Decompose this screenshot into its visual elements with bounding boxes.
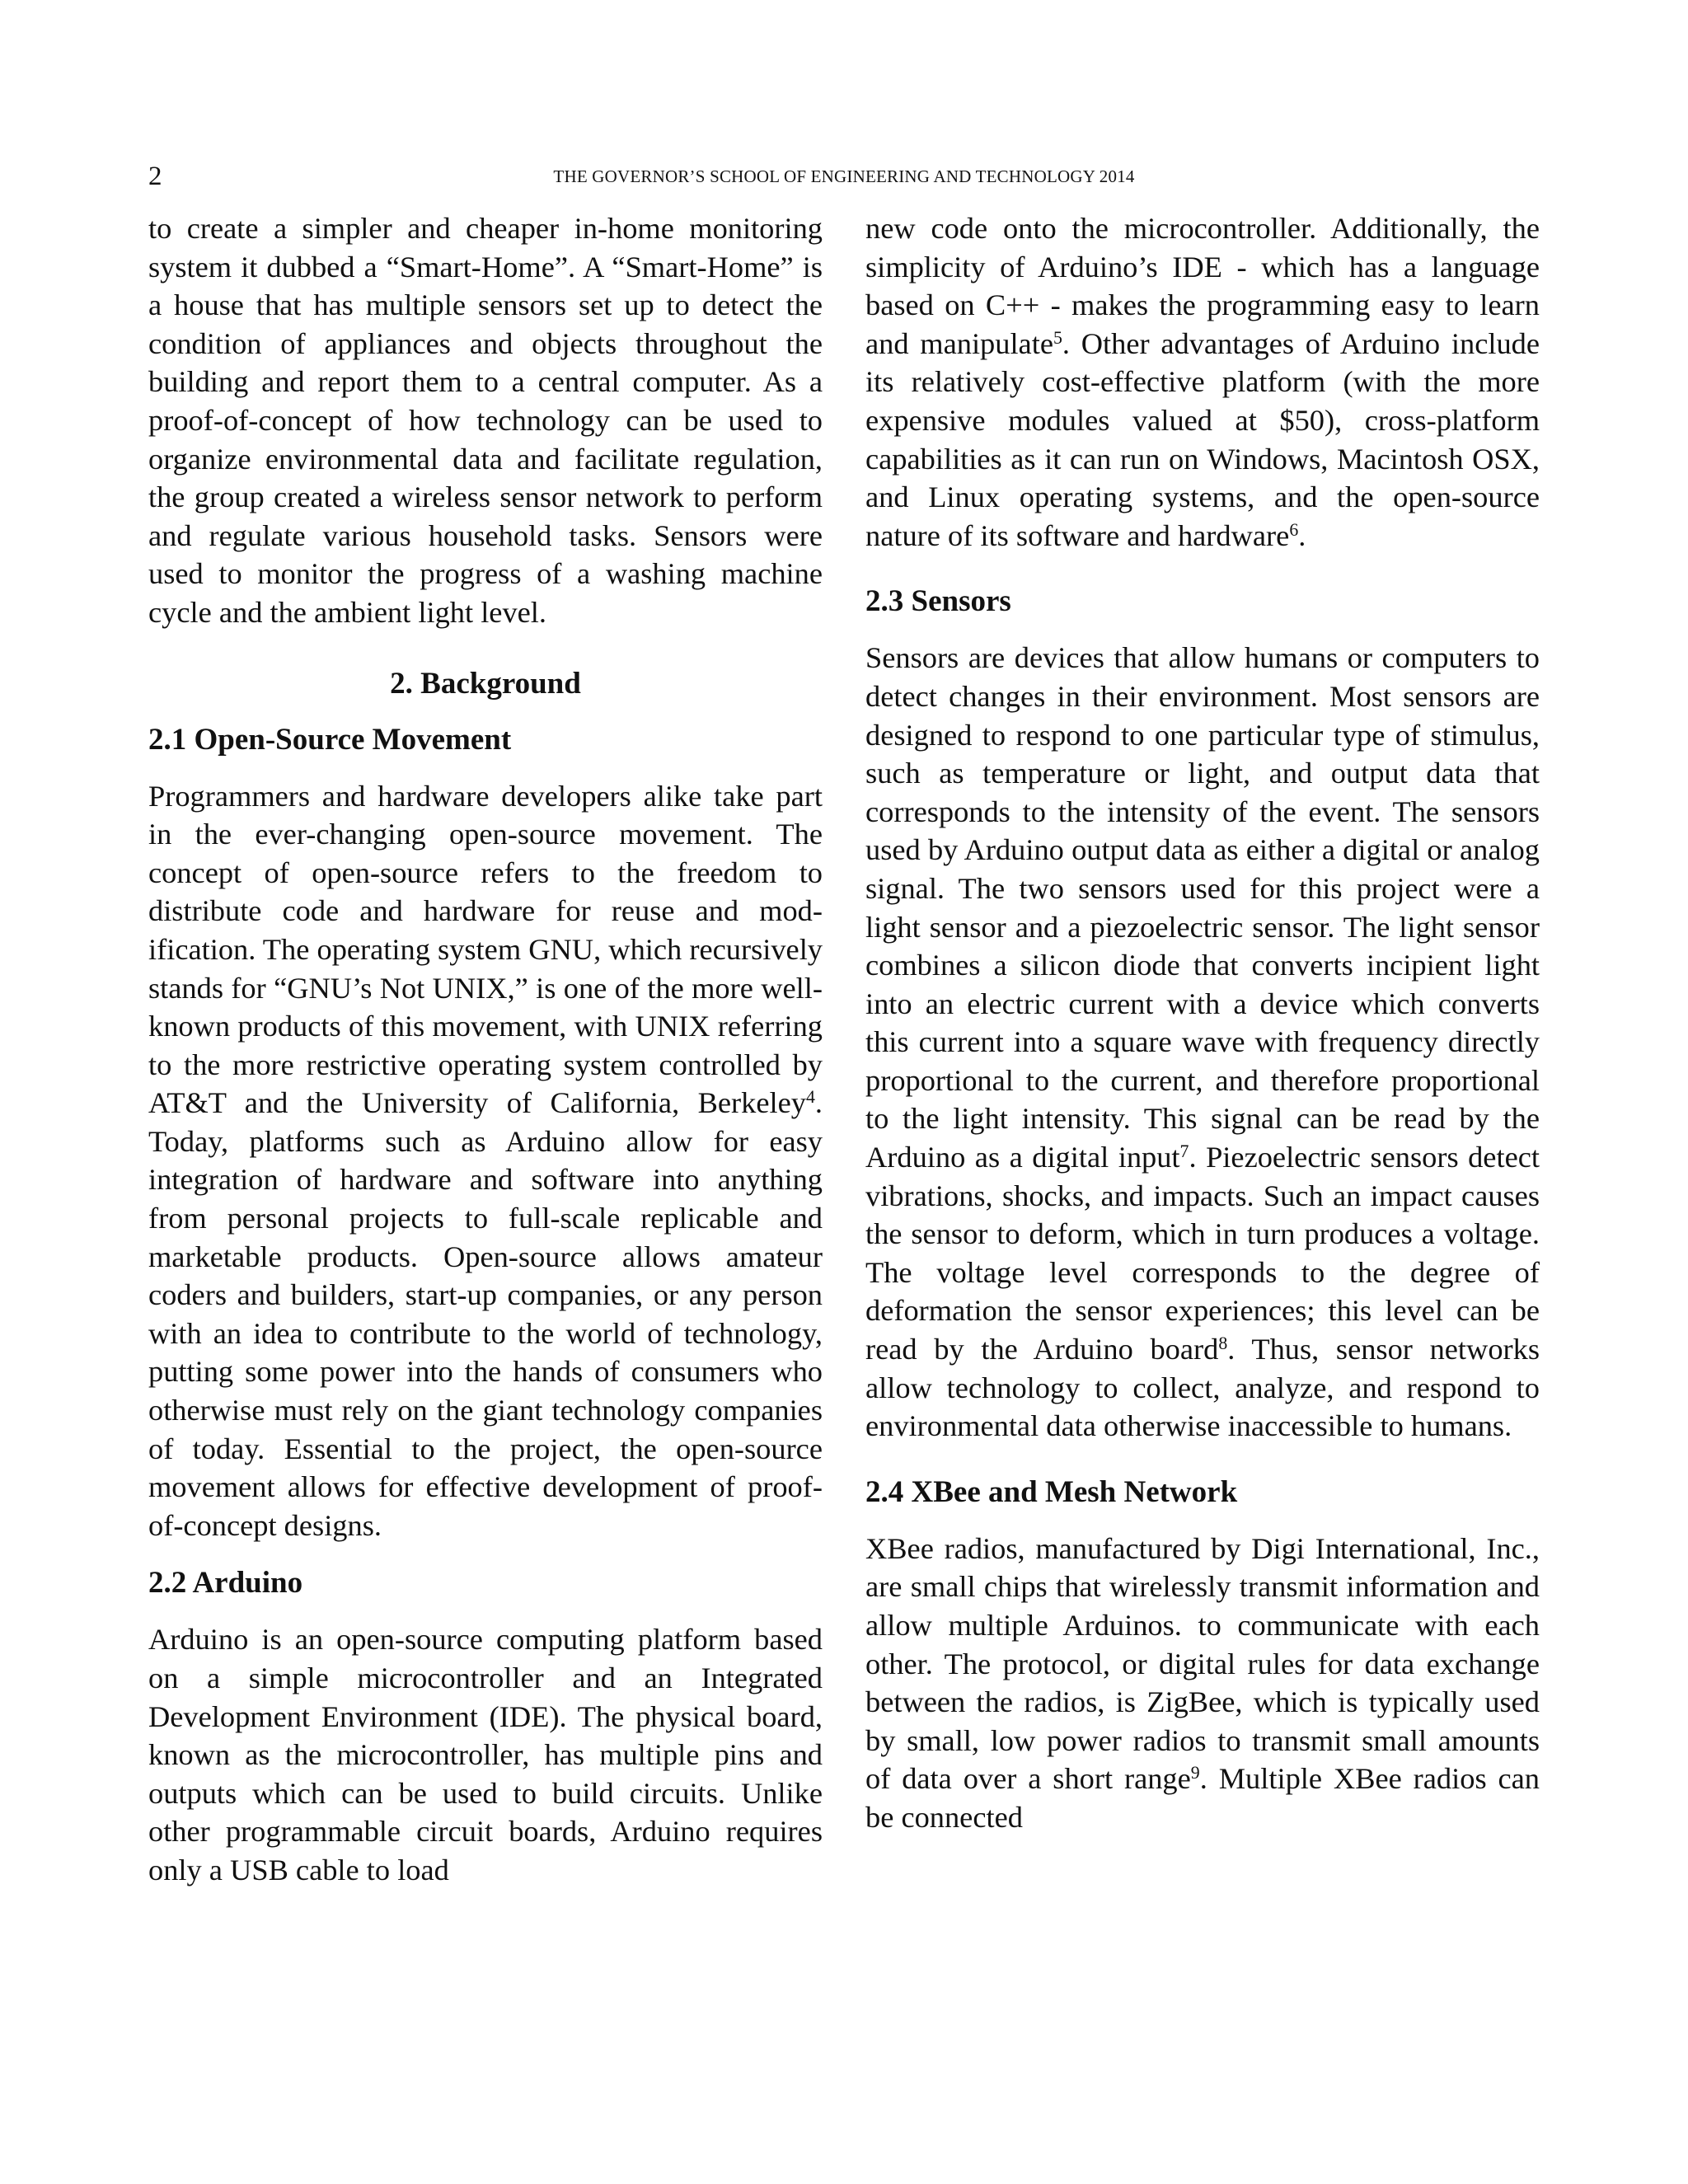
reference-marker: 6 xyxy=(1289,519,1299,540)
right-column xyxy=(865,209,1540,1837)
running-head: THE GOVERNOR’S SCHOOL OF ENGINEERING AND TECHNOLOGY 2014 xyxy=(553,166,1135,186)
reference-marker: 5 xyxy=(1053,327,1062,348)
arduino-continued-paragraph xyxy=(865,209,1540,555)
section-heading-background: 2. Background xyxy=(390,666,581,701)
sensors-text-a: Sensors are devices that allow humans or computers to detect changes in their environment. Most sensors are designed to respond to one particular type of stimulus, such as temperature or light, and output data that corresponds to the intensity of the event. The sensors used by Arduino output data as either a digital or analog signal. The two sensors used for this project were a light sensor and a piezoelectric sensor. The light sensor combines a silicon diode that converts incipient light into an electric current with a device which converts this current into a square wave with frequency directly proportional to the current, and therefore proportional to the light intensity. This signal can be read by the Arduino as a digital input xyxy=(865,641,1540,1174)
sensors-text-c: . Thus, sensor networks allow technology to collect, analyze, and respond to environmental data otherwise inaccessible to humans. xyxy=(865,1333,1540,1443)
intro-paragraph: to create a simpler and cheaper in-home monitoring system it dubbed a “Smart-Home”. A “Smart-Home” is a house that has multiple sensors set up to detect the condition of appliances and objects throughout the building and report them to a central computer. As a proof-of-concept of how technology can be used to organize environmental data and facilitate regulation, the group created a wireless sensor network to perform and regulate various household tasks. Sensors were used to monitor the progress of a washing machine cycle and the ambient light level. xyxy=(148,212,823,629)
left-column xyxy=(148,209,823,1890)
subsection-heading-sensors: 2.3 Sensors xyxy=(865,584,1011,619)
open-source-text-b: . Today, platforms such as Arduino allow for easy integration of hardware and software into anything from personal projects to full-scale replicable and marketable products. Open-source allows amateur coders and builders, start-up companies, or any person with an idea to contribute to the world of technology, putting some power into the hands of consumers who otherwise must rely on the giant technology companies of today. Essential to the project, the open-source movement allows for effective development of proof-of-concept designs. xyxy=(148,1086,823,1542)
subsection-heading-open-source: 2.1 Open-Source Movement xyxy=(148,722,512,757)
open-source-paragraph xyxy=(148,777,823,1545)
page-header xyxy=(0,162,1688,194)
reference-marker: 8 xyxy=(1218,1333,1228,1354)
arduino-cont-text-c: . xyxy=(1298,518,1306,552)
xbee-paragraph xyxy=(865,1530,1540,1837)
xbee-text-a: XBee radios, manufactured by Digi International, Inc., are small chips that wirelessly transmit information and allow multiple Arduinos. to communicate with each other. The protocol, or digital rules for data exchange between the radios, is ZigBee, which is typically used by small, low power radios to transmit small amounts of data over a short range xyxy=(865,1531,1540,1796)
sensors-paragraph xyxy=(865,639,1540,1445)
page-number: 2 xyxy=(148,162,162,191)
reference-marker: 7 xyxy=(1179,1141,1189,1162)
xbee-text-b: . Multiple XBee radios can be connected xyxy=(865,1762,1540,1834)
arduino-cont-text-a: new code onto the microcontroller. Additionally, the simplicity of Arduino’s IDE - which has a language based on C++ - makes the programming easy to learn and manipulate xyxy=(865,212,1540,360)
reference-marker: 9 xyxy=(1190,1763,1200,1783)
open-source-text-a: Programmers and hardware developers alike take part in the ever-changing open-source movement. The concept of open-source refers to the freedom to distribute code and hardware for reuse and modification. The operating system GNU, which recursively stands for “GNU’s Not UNIX,” is one of the more well-known products of this movement, with UNIX referring to the more restrictive operating system controlled by AT&T and the University of California, Berkeley xyxy=(148,779,823,1120)
subsection-heading-arduino: 2.2 Arduino xyxy=(148,1566,303,1601)
arduino-paragraph: Arduino is an open-source computing platform based on a simple microcontroller and an Integrated Development Environment (IDE). The physical board, known as the microcontroller, has multiple pins and outputs which can be used to build circuits. Unlike other programmable circuit boards, Arduino requires only a USB cable to load xyxy=(148,1623,823,1886)
arduino-cont-text-b: . Other advantages of Arduino include its relatively cost-effective platform (with the more expensive modules valued at $50), cross-platform capabilities as it can run on Windows, Macintosh OSX, and Linux operating systems, and the open-source nature of its software and hardware xyxy=(865,326,1540,552)
reference-marker: 4 xyxy=(805,1087,815,1108)
subsection-heading-xbee: 2.4 XBee and Mesh Network xyxy=(865,1474,1238,1509)
sensors-text-b: . Piezoelectric sensors detect vibrations, shocks, and impacts. Such an impact causes the sensor to deform, which in turn produces a voltage. The voltage level corresponds to the degree of deformation the sensor experiences; this level can be read by the Arduino board xyxy=(865,1141,1540,1366)
